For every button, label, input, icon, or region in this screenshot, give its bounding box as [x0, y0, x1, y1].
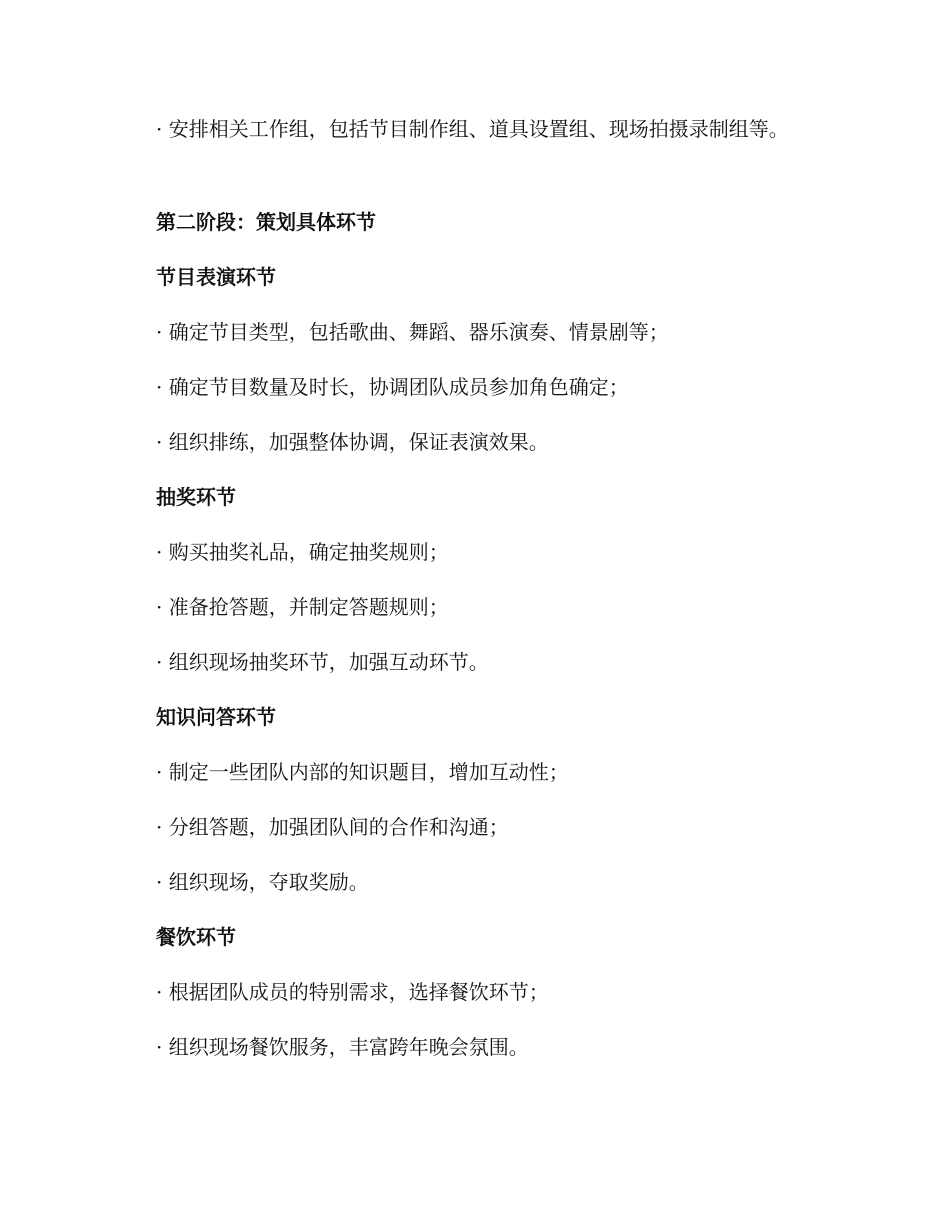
intro-bullet: · 安排相关工作组，包括节目制作组、道具设置组、现场拍摄录制组等。	[156, 117, 789, 141]
document-body	[112, 110, 812, 1059]
list-item: · 确定节目数量及时长，协调团队成员参加角色确定；	[156, 375, 629, 399]
list-item: · 组织现场抽奖环节，加强互动环节。	[156, 650, 489, 674]
list-item: · 组织现场餐饮服务，丰富跨年晚会氛围。	[156, 1035, 529, 1059]
list-item: · 根据团队成员的特别需求，选择餐饮环节；	[156, 980, 549, 1004]
section-heading: 餐饮环节	[156, 925, 236, 949]
section-heading: 抽奖环节	[156, 485, 236, 509]
list-item: · 分组答题，加强团队间的合作和沟通；	[156, 815, 509, 839]
phase-title: 第二阶段：策划具体环节	[156, 210, 376, 234]
list-item: · 组织现场，夺取奖励。	[156, 870, 369, 894]
list-item: · 组织排练，加强整体协调，保证表演效果。	[156, 430, 549, 454]
section-heading: 知识问答环节	[156, 705, 276, 729]
section-heading: 节目表演环节	[156, 265, 276, 289]
list-item: · 购买抽奖礼品，确定抽奖规则；	[156, 540, 449, 564]
list-item: · 准备抢答题，并制定答题规则；	[156, 595, 449, 619]
list-item: · 制定一些团队内部的知识题目，增加互动性；	[156, 760, 569, 784]
list-item: · 确定节目类型，包括歌曲、舞蹈、器乐演奏、情景剧等；	[156, 320, 669, 344]
